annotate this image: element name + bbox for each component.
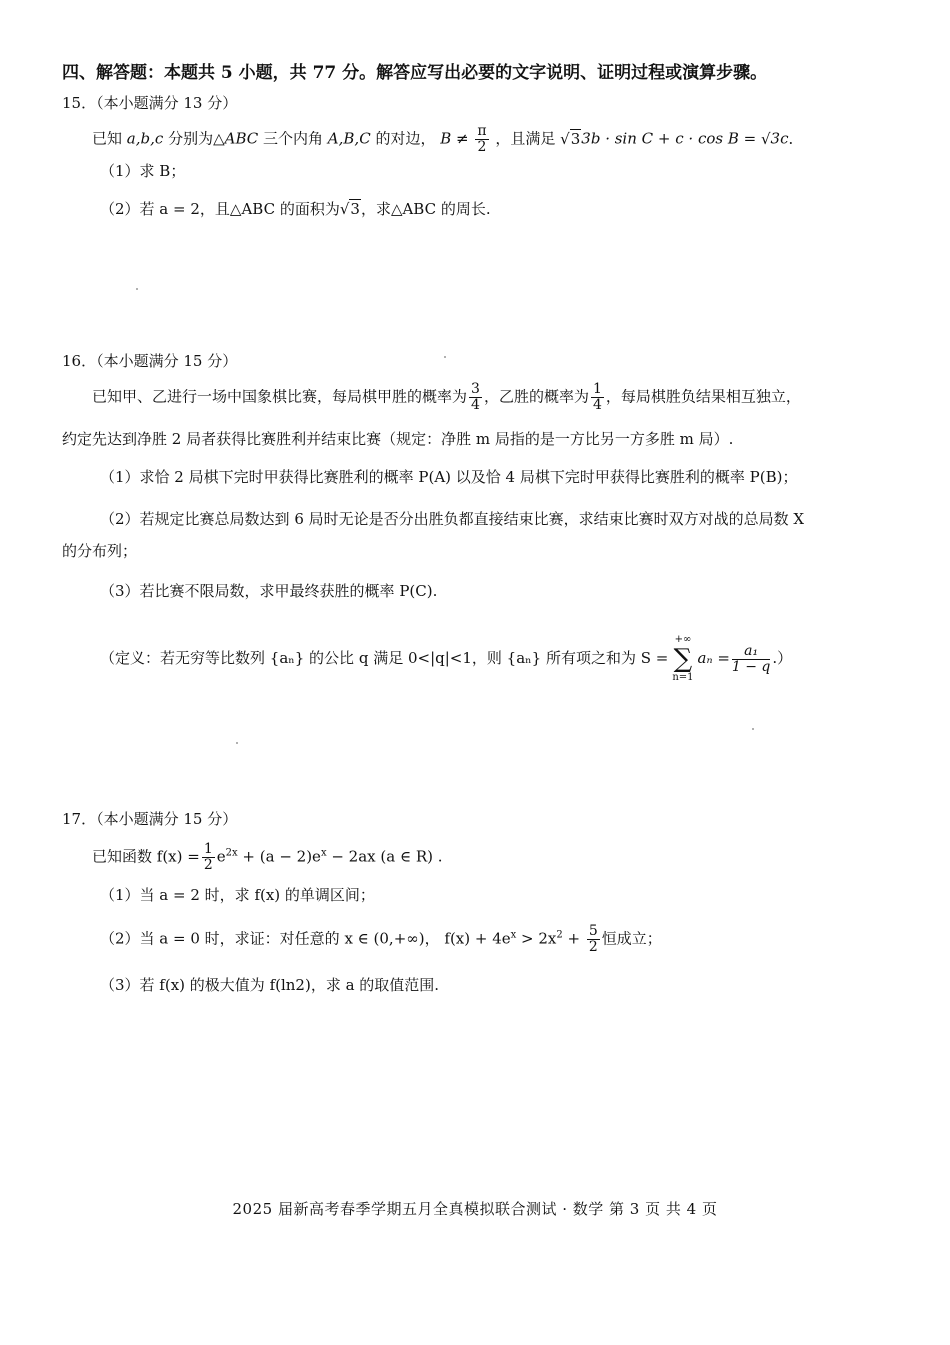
q17-half: $\frac{1}{2}$ <box>203 841 213 873</box>
q16-stem-line2: 约定先达到净胜 2 局者获得比赛胜利并结束比赛（规定：净胜 m 局指的是一方比另一方多胜 m 局）. <box>62 430 734 448</box>
q15-stem-vars: a,b,c <box>126 129 164 148</box>
q16-def-pre: （定义：若无穷等比数列 {aₙ} 的公比 q 满足 0<|q|<1，则 {aₙ} 所有项之和为 S = <box>100 649 669 667</box>
q16-def-post: .） <box>772 649 793 667</box>
q15-triangle: ABC <box>224 129 259 148</box>
q15-stem-prefix: 已知 <box>92 129 123 148</box>
q15-stem-mid: 分别为△ <box>168 129 225 148</box>
q16-part2-line1: （2）若规定比赛总局数达到 6 局时无论是否分出胜负都直接结束比赛，求结束比赛时双方对战的总局数 X <box>100 510 805 528</box>
q15-pi: π <box>477 123 487 139</box>
q16-sum-term: aₙ = <box>697 649 730 667</box>
q15-cond-rhs: 3c <box>770 129 789 148</box>
page-footer: 2025 届新高考春季学期五月全真模拟联合测试 · 数学 第 3 页 共 4 页 <box>232 1200 718 1218</box>
q16-stem1-pre: 已知甲、乙进行一场中国象棋比赛，每局棋甲胜的概率为 <box>92 387 468 406</box>
q16-prob-b: $\frac{1}{4}$ <box>592 381 602 413</box>
q16-stem1-mid: ，乙胜的概率为 <box>483 387 589 406</box>
q17-fn-e: e <box>216 847 226 866</box>
q15-b-neq: B ≠ <box>440 129 469 148</box>
scan-speck <box>752 728 754 730</box>
scan-speck <box>444 356 446 358</box>
q15-header: 15．（本小题满分 13 分） <box>62 94 238 112</box>
q17-part1: （1）当 a = 2 时，求 f(x) 的单调区间； <box>100 886 375 904</box>
q17-part3: （3）若 f(x) 的极大值为 f(ln2)，求 a 的取值范围. <box>100 976 440 994</box>
q15-cond-pre: ，且满足 <box>495 129 556 148</box>
q15-stem-mid3: 的对边， <box>375 129 436 148</box>
q15-part2 <box>100 198 491 220</box>
q15-angles: A,B,C <box>327 129 371 148</box>
section-title: 四、解答题：本题共 5 小题，共 77 分。解答应写出必要的文字说明、证明过程或演算步骤。 <box>62 63 768 83</box>
q16-def-frac: $\frac{\text{a₁}}{1 - q}$ <box>731 642 771 675</box>
q15-area-sqrt: √3 <box>339 200 360 218</box>
q16-part1: （1）求恰 2 局棋下完时甲获得比赛胜利的概率 P(A) 以及恰 4 局棋下完时甲获得比赛胜利的概率 P(B)； <box>100 468 798 486</box>
scan-speck <box>136 288 138 290</box>
q17-part2-plus: + <box>562 929 585 948</box>
q16-stem-line1 <box>92 382 801 413</box>
q17-part2 <box>100 924 662 955</box>
q15-condition: 3b · sin C + c · cos B = <box>581 129 761 148</box>
q17-part2-exp: x <box>510 929 517 941</box>
q17-five-halves: $\frac{5}{2}$ <box>588 923 598 955</box>
q17-header: 17．（本小题满分 15 分） <box>62 810 238 828</box>
q17-fn-rest3: − 2ax (a ∈ R) . <box>326 847 443 866</box>
q17-fn-exp1: 2x <box>225 847 238 859</box>
q17-fn-exp2: x <box>320 847 327 859</box>
q15-sqrt3-rhs: √ <box>760 129 771 148</box>
q17-fn-rest2: + (a − 2)e <box>237 847 321 866</box>
q15-two: 2 <box>477 139 487 155</box>
q17-function <box>92 842 443 873</box>
q16-part2-line2: 的分布列； <box>62 542 138 560</box>
q15-part2-pre: （2）若 a = 2，且△ABC 的面积为 <box>100 200 340 218</box>
q16-definition <box>100 634 792 684</box>
q15-part2-post: ，求△ABC 的周长. <box>360 200 491 218</box>
q15-cond-end: ． <box>788 129 804 148</box>
q15-part1: （1）求 B； <box>100 162 186 180</box>
scan-speck <box>236 742 238 744</box>
q16-sum-symbol: +∞ ∑ n=1 <box>672 634 694 683</box>
q16-stem1-post: ，每局棋胜负结果相互独立， <box>605 387 801 406</box>
q17-part2-mid: > 2x <box>516 929 557 948</box>
q17-part2-post: 恒成立； <box>601 929 662 948</box>
q15-stem-mid2: 三个内角 <box>263 129 328 148</box>
q17-fn-pre: 已知函数 f(x) = <box>92 847 200 866</box>
q15-pi-over-2 <box>475 124 488 155</box>
q17-part2-pre: （2）当 a = 0 时，求证：对任意的 x ∈ (0,+∞)， f(x) + 4e <box>100 929 511 948</box>
q15-sqrt3: √3 <box>560 129 581 148</box>
q16-part3: （3）若比赛不限局数，求甲最终获胜的概率 P(C). <box>100 582 438 600</box>
q16-prob-a: $\frac{3}{4}$ <box>471 381 480 413</box>
q16-header: 16．（本小题满分 15 分） <box>62 352 238 370</box>
q17-part2-exp2: 2 <box>556 929 563 941</box>
q15-stem <box>92 124 804 155</box>
